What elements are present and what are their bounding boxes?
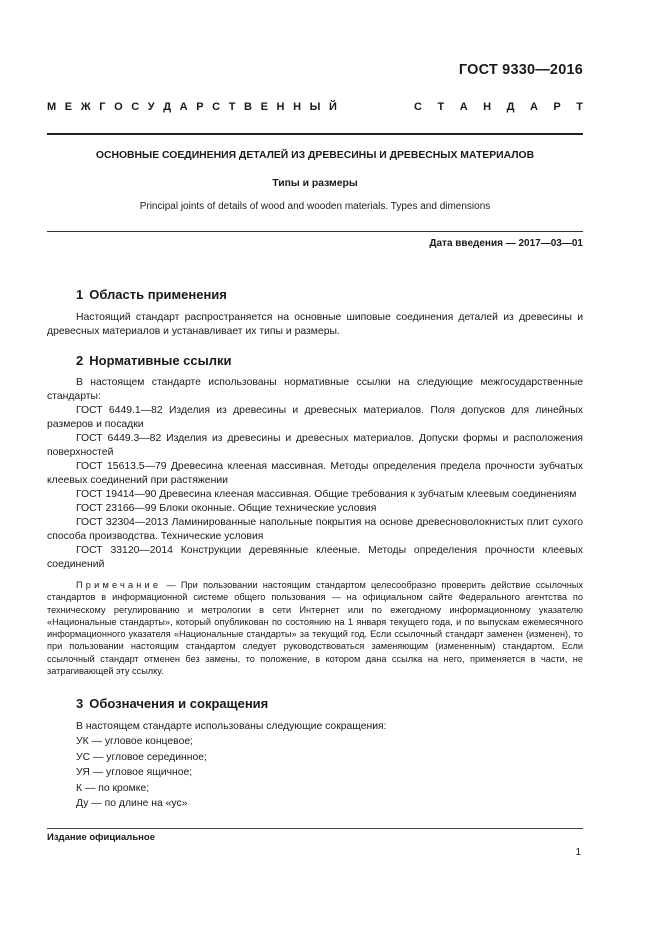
reference-item: ГОСТ 33120—2014 Конструкции деревянные клееные. Методы определения прочности клеевых соединений	[47, 545, 583, 570]
document-code: ГОСТ 9330—2016	[458, 62, 583, 78]
letter: С	[212, 101, 221, 113]
abbreviation-item: Ду — по длине на «ус»	[76, 798, 188, 810]
abbreviations-list	[76, 719, 387, 811]
reference-item: ГОСТ 6449.3—82 Изделия из древесины и древесных материалов. Допуски формы и расположения поверхностей	[47, 433, 583, 458]
letter: С	[414, 101, 422, 113]
reference-item: ГОСТ 6449.1—82 Изделия из древесины и древесных материалов. Поля допусков для линейных размеров и посадки	[47, 405, 583, 430]
section-title: Обозначения и сокращения	[89, 696, 269, 711]
letter: Н	[483, 101, 492, 113]
reference-item: ГОСТ 23166—99 Блоки оконные. Общие технические условия	[76, 503, 377, 514]
references-list	[47, 376, 583, 572]
section-number: 1	[76, 287, 84, 302]
standard-type-line	[47, 100, 583, 114]
document-title: ОСНОВНЫЕ СОЕДИНЕНИЯ ДЕТАЛЕЙ ИЗ ДРЕВЕСИНЫ И ДРЕВЕСНЫХ МАТЕРИАЛОВ	[95, 150, 535, 161]
section-1-text: Настоящий стандарт распространяется на основные шиповые соединения деталей из древесины и древесных материалов и устанавливает их типы и размеры.	[47, 312, 583, 337]
letter: Т	[576, 101, 583, 113]
letter: Г	[99, 101, 106, 113]
page-number: 1	[575, 847, 581, 858]
section-number: 3	[76, 696, 84, 711]
english-title: Principal joints of details of wood and wooden materials. Types and dimensions	[139, 201, 491, 212]
official-edition-label: Издание официальное	[47, 832, 155, 843]
section-2-heading	[76, 353, 231, 368]
references-intro: В настоящем стандарте использованы нормативные ссылки на следующие межгосударственные стандарты:	[47, 377, 583, 402]
references-note	[47, 579, 583, 677]
letter: Е	[64, 101, 73, 113]
letter: Е	[260, 101, 268, 113]
abbreviations-intro: В настоящем стандарте использованы следующие сокращения:	[76, 721, 387, 732]
letter: А	[179, 101, 188, 113]
letter: А	[529, 101, 538, 113]
footer-divider	[47, 828, 583, 829]
letter: О	[114, 101, 123, 113]
letter: Р	[553, 101, 561, 113]
section-number: 2	[76, 353, 84, 368]
letter: Д	[163, 101, 172, 113]
letter: Й	[328, 101, 337, 113]
abbreviation-item: УС — угловое серединное;	[76, 751, 207, 763]
section-title: Нормативные ссылки	[89, 353, 232, 368]
letter: Н	[293, 101, 302, 113]
standard-word-interstate	[47, 100, 337, 114]
note-text: — При пользовании настоящим стандартом целесообразно проверить действие ссылочных стандартов в информационной системе общего пользования — на официальном сайте Федерального агентства по техническому регулированию и метрологии в сети Интернет или по ежегодному информационному указателю «Национальные стандарты», который опубликован по состоянию на 1 января текущего года, и по выпускам ежемесячного информационного указателя «Национальные стандарты» за текущий год. Если ссылочный стандарт заменен (изменен), то при пользовании настоящим стандартом следует руководствоваться заменяющим (измененным) стандартом. Если ссылочный стандарт отменен без замены, то положение, в котором дана ссылка на него, применяется в части, не затрагивающей эту ссылку.	[47, 580, 583, 677]
section-1-heading	[76, 287, 227, 302]
letter: Ж	[80, 101, 91, 113]
letter: В	[244, 101, 252, 113]
reference-item: ГОСТ 32304—2013 Ламинированные напольные покрытия на основе древесноволокнистых плит сухого способа производства. Технические условия	[47, 517, 583, 542]
letter: Т	[228, 101, 236, 113]
standard-word-standard	[414, 100, 583, 114]
letter: М	[47, 101, 57, 113]
letter: А	[459, 101, 468, 113]
note-label: Примечание	[76, 580, 162, 590]
abbreviation-item: УЯ — угловое ящичное;	[76, 767, 193, 779]
reference-item: ГОСТ 19414—90 Древесина клееная массивная. Общие требования к зубчатым клеевым соединениям	[76, 489, 577, 500]
letter: Д	[506, 101, 515, 113]
title-divider	[47, 231, 583, 232]
header-divider	[47, 133, 583, 135]
abbreviation-item: УК — угловое концевое;	[76, 736, 194, 748]
section-title: Область применения	[89, 287, 227, 302]
reference-item: ГОСТ 15613.5—79 Древесина клееная массивная. Методы определения предела прочности зубчатых клеевых соединений при растяжении	[47, 461, 583, 486]
abbreviation-item: К — по кромке;	[76, 782, 150, 794]
letter: Т	[437, 101, 445, 113]
letter: Ы	[309, 101, 321, 113]
letter: С	[131, 101, 140, 113]
section-3-heading	[76, 696, 268, 711]
letter: Р	[196, 101, 204, 113]
letter: У	[147, 101, 155, 113]
document-subtitle: Типы и размеры	[272, 178, 358, 189]
letter: Н	[276, 101, 285, 113]
introduction-date: Дата введения — 2017—03—01	[429, 238, 583, 249]
